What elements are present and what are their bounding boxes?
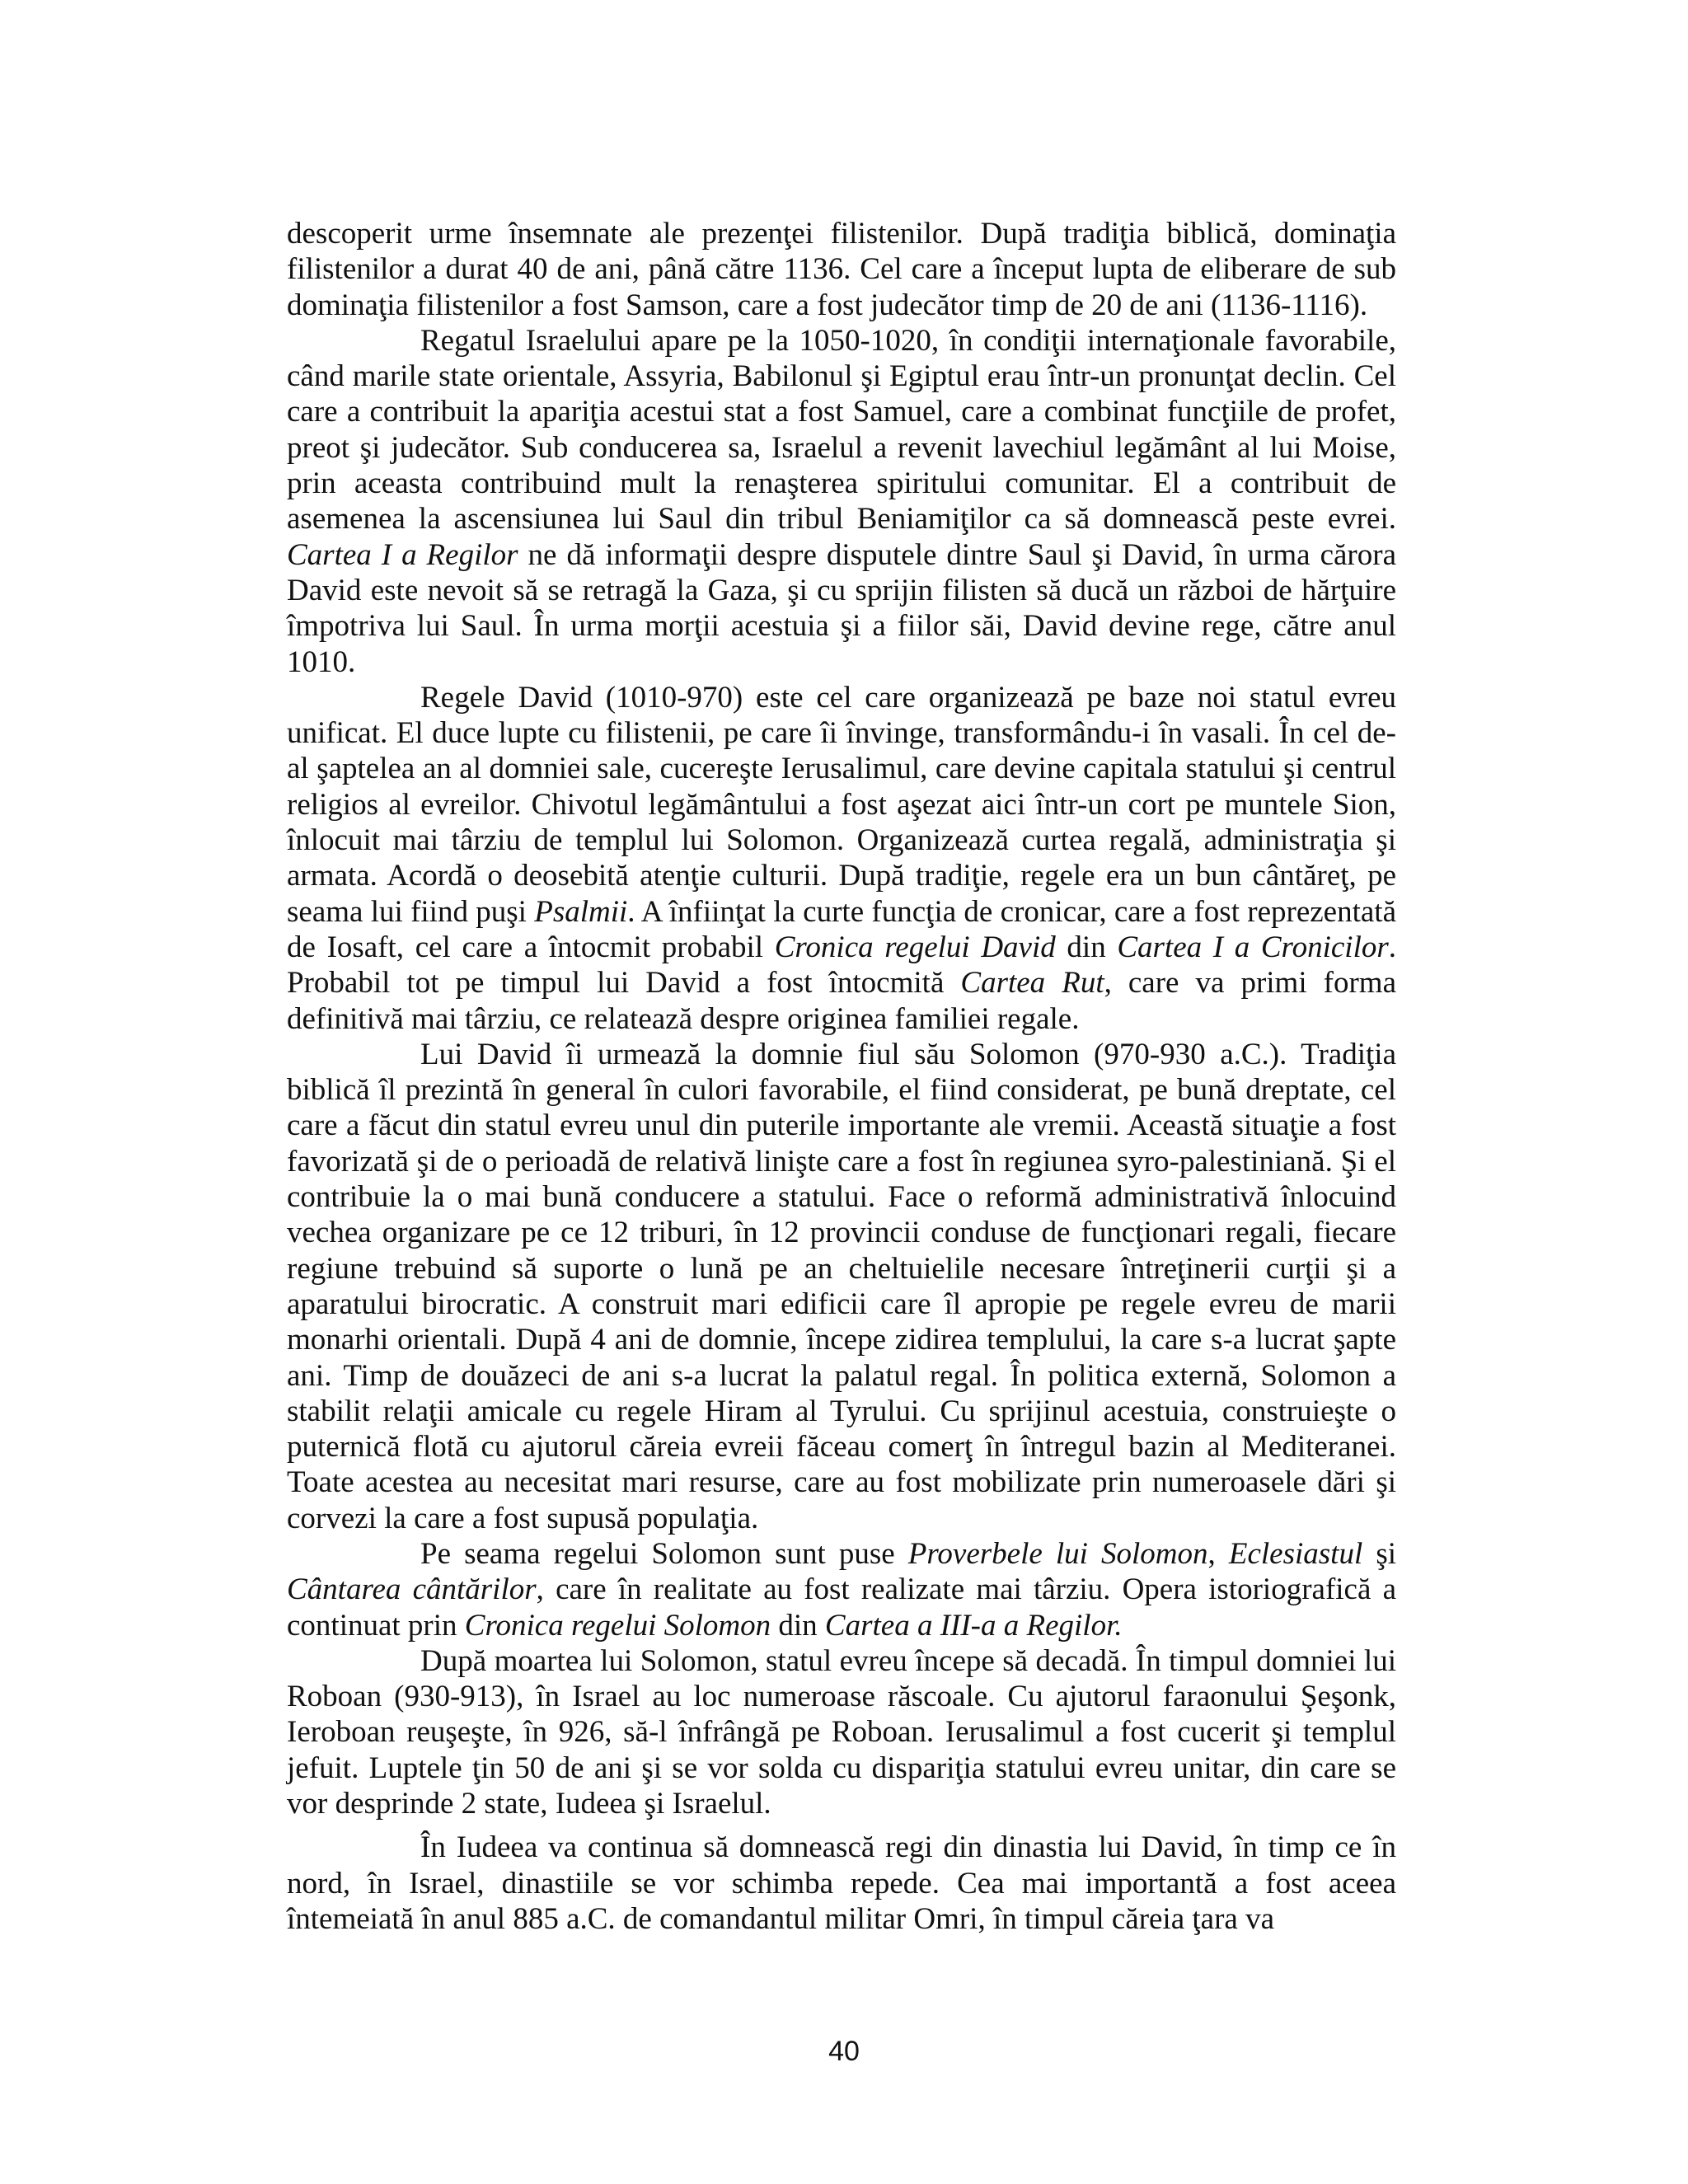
paragraph-3 bbox=[287, 680, 1396, 1037]
italic-title: Cartea I a Cronicilor bbox=[1117, 930, 1389, 964]
italic-title: Proverbele lui Solomon bbox=[907, 1536, 1208, 1571]
text-run: Pe seama regelui Solomon sunt puse bbox=[420, 1536, 908, 1571]
paragraph-5 bbox=[287, 1536, 1396, 1643]
text-run: din bbox=[771, 1608, 825, 1643]
text-run: Lui David îi urmează la domnie fiul său Solomon (970-930 a.C.). Tradiţia biblică îl prezintă în general în culori favorabile, el fiind considerat, pe bună dreptate, cel care a făcut din statul evreu unul din puterile importante ale vremii. Această situaţie a fost favorizată şi de o perioadă de relativă linişte care a fost în regiunea syro-palestiniană. Şi el contribuie la o mai bună conducere a statului. Face o reformă administrativă înlocuind vechea organizare pe ce 12 triburi, în 12 provincii conduse de funcţionari regali, fiecare regiune trebuind să suporte o lună pe an cheltuielile necesare întreţinerii curţii şi a aparatului birocratic. A construit mari edificii care îl apropie pe regele evreu de marii monarhi orientali. După 4 ani de domnie, începe zidirea templului, la care s-a lucrat şapte ani. Timp de douăzeci de ani s-a lucrat la palatul regal. În politica externă, Solomon a stabilit relaţii amicale cu regele Hiram al Tyrului. Cu sprijinul acestuia, construieşte o puternică flotă cu ajutorul căreia evreii făceau comerţ în întregul bazin al Mediteranei. Toate acestea au necesitat mari resurse, care au fost mobilizate prin numeroasele dări şi corvezi la care a fost supusă populaţia. bbox=[287, 1037, 1396, 1535]
text-run: . Probabil tot pe timpul lui David a fost întocmită bbox=[287, 930, 1396, 1001]
text-run: Regatul Israelului apare pe la 1050-1020, în condiţii internaţionale favorabile, când marile state orientale, Assyria, Babilonul şi Egiptul erau într-un pronunţat declin. Cel care a contribuit la apariţia acestui stat a fost Samuel, care a combinat funcţiile de profet, preot şi judecător. Sub conducerea sa, Israelul a revenit lavechiul legământ al lui Moise, prin aceasta contribuind mult la renaşterea spiritului comunitar. El a contribuit de asemenea la ascensiunea lui Saul din tribul Beniamiţilor ca să domnească peste evrei. bbox=[287, 323, 1396, 537]
paragraph-7 bbox=[287, 1830, 1396, 1937]
text-run: , bbox=[1207, 1536, 1229, 1571]
italic-title: Cartea Rut bbox=[960, 966, 1104, 1001]
text-run: ne dă informaţii despre disputele dintre Saul şi David, în urma cărora David este nevoit să se retragă la Gaza, şi cu sprijin filisten să ducă un război de hărţuire împotriva lui Saul. În urma morţii acestuia şi a fiilor săi, David devine rege, către anul 1010. bbox=[287, 537, 1396, 679]
page-number: 40 bbox=[828, 2036, 860, 2067]
paragraph-4 bbox=[287, 1037, 1396, 1536]
text-run: descoperit urme însemnate ale prezenţei filistenilor. După tradiţia biblică, dominaţia filistenilor a durat 40 de ani, până către 1136. Cel care a început lupta de eliberare de sub dominaţia filistenilor a fost Samson, care a fost judecător timp de 20 de ani (1136-1116). bbox=[287, 217, 1396, 322]
text-run: şi bbox=[1362, 1536, 1396, 1571]
italic-title: Psalmii bbox=[534, 894, 628, 929]
paragraph-6 bbox=[287, 1643, 1396, 1821]
paragraph-1 bbox=[287, 216, 1396, 323]
text-run: , care va primi forma definitivă mai târziu, ce relatează despre originea familiei regale. bbox=[287, 966, 1396, 1036]
text-run: . A înfiinţat la curte funcţia de cronicar, care a fost reprezentată de Iosaft, cel care a întocmit probabil bbox=[287, 894, 1397, 964]
italic-title: Cartea a III-a a Regilor. bbox=[824, 1608, 1123, 1643]
italic-title: Cântarea cântărilor bbox=[287, 1572, 537, 1607]
italic-title: Eclesiastul bbox=[1228, 1536, 1363, 1571]
italic-title: Cronica regelui David bbox=[774, 930, 1056, 964]
text-run: În Iudeea va continua să domnească regi din dinastia lui David, în timp ce în nord, în Israel, dinastiile se vor schimba repede. Cea mai importantă a fost aceea întemeiată în anul 885 a.C. de comandantul militar Omri, în timpul căreia ţara va bbox=[287, 1830, 1396, 1936]
text-run: , care în realitate au fost realizate mai târziu. Opera istoriografică a continuat prin bbox=[287, 1572, 1396, 1643]
text-run: După moartea lui Solomon, statul evreu începe să decadă. În timpul domniei lui Roboan (930-913), în Israel au loc numeroase răscoale. Cu ajutorul faraonului Şeşonk, Ieroboan reuşeşte, în 926, să-l înfrângă pe Roboan. Ierusalimul a fost cucerit şi templul jefuit. Luptele ţin 50 de ani şi se vor solda cu dispariţia statului evreu unitar, din care se vor desprinde 2 state, Iudeea şi Israelul. bbox=[287, 1643, 1396, 1821]
text-run: din bbox=[1055, 930, 1118, 964]
body-text bbox=[287, 216, 1396, 1937]
italic-title: Cartea I a Regilor bbox=[287, 537, 518, 572]
italic-title: Cronica regelui Solomon bbox=[464, 1608, 771, 1643]
paragraph-2 bbox=[287, 323, 1396, 680]
text-run: Regele David (1010-970) este cel care organizează pe baze noi statul evreu unificat. El duce lupte cu filistenii, pe care îi învinge, transformându-i în vasali. În cel de-al şaptelea an al domniei sale, cucereşte Ierusalimul, care devine capitala statului şi centrul religios al evreilor. Chivotul legământului a fost aşezat aici într-un cort pe muntele Sion, înlocuit mai târziu de templul lui Solomon. Organizează curtea regală, administraţia şi armata. Acordă o deosebită atenţie culturii. După tradiţie, regele era un bun cântăreţ, pe seama lui fiind puşi bbox=[287, 680, 1396, 929]
